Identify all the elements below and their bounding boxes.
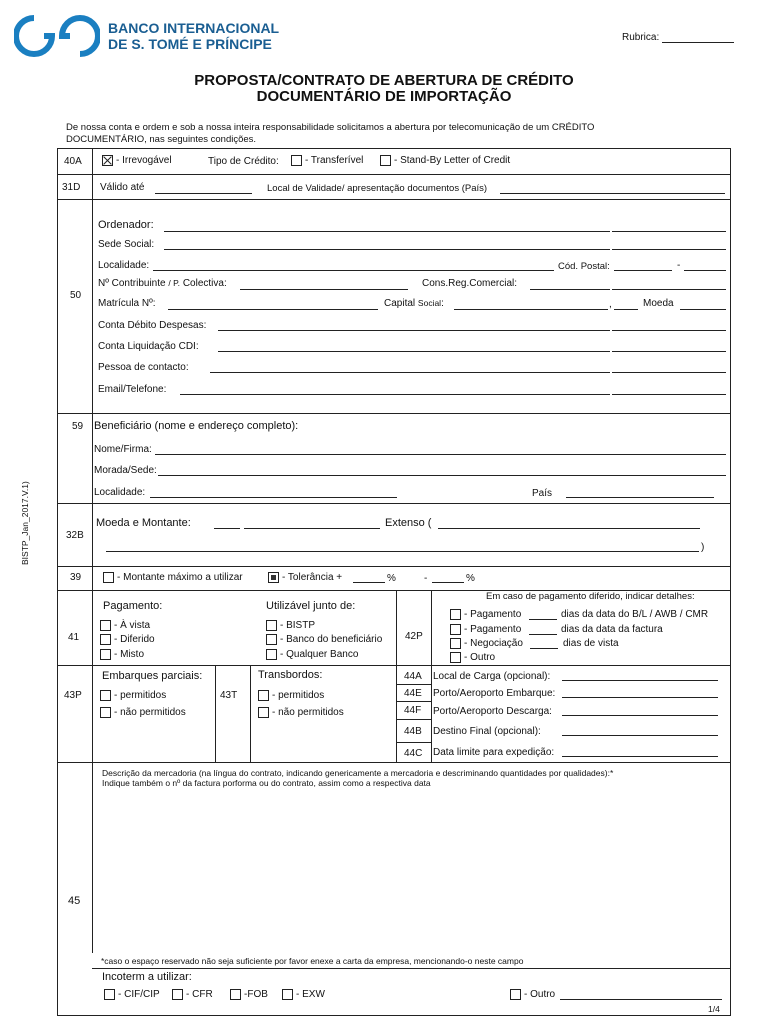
checkbox-icon — [100, 620, 111, 631]
contribuinte-field[interactable] — [240, 289, 408, 290]
bank-name: BANCO INTERNACIONAL DE S. TOMÉ E PRÍNCIPE — [108, 20, 280, 52]
moeda-montante-label: Moeda e Montante: — [96, 517, 191, 529]
checkbox-icon — [282, 989, 293, 1000]
checkbox-icon — [380, 155, 391, 166]
matricula-label: Matrícula Nº: — [98, 298, 156, 309]
cod-postal-label: Cód. Postal: — [558, 261, 610, 272]
nome-label: Nome/Firma: — [94, 444, 152, 455]
incoterm-outro-option[interactable]: - Outro — [510, 989, 555, 1000]
montante-field[interactable] — [244, 528, 380, 529]
local-carga-label: Local de Carga (opcional): — [433, 671, 551, 682]
descricao-textarea[interactable] — [100, 790, 720, 950]
checkbox-icon — [104, 989, 115, 1000]
checkbox-icon — [230, 989, 241, 1000]
porto-descarga-label: Porto/Aeroporto Descarga: — [433, 706, 552, 717]
page-number: 1/4 — [708, 1004, 720, 1014]
tolerancia-plus-field[interactable] — [353, 582, 385, 583]
tipo-credito-label: Tipo de Crédito: — [208, 156, 279, 167]
incoterm-exw-option[interactable]: - EXW — [282, 989, 325, 1000]
checkbox-icon — [100, 690, 111, 701]
conta-liq-label: Conta Liquidação CDI: — [98, 341, 199, 352]
code-40a: 40A — [64, 156, 82, 167]
incoterm-outro-field[interactable] — [560, 999, 722, 1000]
checkbox-icon — [510, 989, 521, 1000]
bistp-option[interactable]: - BISTP — [266, 620, 315, 631]
code-44e: 44E — [404, 688, 422, 699]
checkbox-icon — [266, 649, 277, 660]
checkbox-icon — [103, 572, 114, 583]
code-43t: 43T — [220, 690, 238, 701]
intro-text: De nossa conta e ordem e sob a nossa inteira responsabilidade solicitamos a abertura por telecomunicação de um CRÉDITO DOCUMENTÁRIO, nas seguintes condições. — [66, 122, 595, 145]
incoterm-cif-option[interactable]: - CIF/CIP — [104, 989, 160, 1000]
code-44c: 44C — [404, 748, 423, 759]
beneficiario-label: Beneficiário (nome e endereço completo): — [94, 420, 299, 432]
code-42p: 42P — [405, 631, 423, 642]
code-45: 45 — [68, 895, 81, 907]
moeda-field-32b[interactable] — [214, 528, 240, 529]
pagamento-factura-option[interactable]: - Pagamento — [450, 624, 521, 635]
destino-final-label: Destino Final (opcional): — [433, 726, 541, 737]
checkbox-icon — [172, 989, 183, 1000]
capital-label: Capital Social: — [384, 298, 444, 309]
sede-field[interactable] — [164, 249, 610, 250]
nome-field[interactable] — [155, 454, 726, 455]
conta-debito-label: Conta Débito Despesas: — [98, 320, 207, 331]
checkbox-icon — [291, 155, 302, 166]
bank-logo — [14, 14, 100, 58]
negociacao-option[interactable]: - Negociação — [450, 638, 523, 649]
email-field[interactable] — [180, 394, 610, 395]
morada-field[interactable] — [158, 475, 726, 476]
checkbox-icon — [100, 649, 111, 660]
local-carga-field[interactable] — [562, 680, 718, 681]
diferido-option[interactable]: - Diferido — [100, 634, 155, 645]
checkbox-icon — [266, 634, 277, 645]
outro-42p-option[interactable]: - Outro — [450, 652, 495, 663]
checkbox-filled-icon — [268, 572, 279, 583]
localidade-label: Localidade: — [98, 260, 150, 271]
valido-label: Válido até — [100, 182, 145, 193]
cod-postal-field[interactable] — [614, 270, 672, 271]
pessoa-field[interactable] — [210, 372, 610, 373]
moeda-field[interactable] — [680, 309, 726, 310]
checkbox-icon — [266, 620, 277, 631]
data-limite-field[interactable] — [562, 756, 718, 757]
irrevogavel-option[interactable]: - Irrevogável — [102, 155, 172, 166]
side-code: BISTP_Jan_2017.V.1) — [20, 481, 30, 565]
embarques-permitidos-option[interactable]: - permitidos — [100, 690, 166, 701]
transferivel-option[interactable]: - Transferível — [291, 155, 363, 166]
misto-option[interactable]: - Misto — [100, 649, 144, 660]
extenso-field[interactable] — [438, 528, 700, 529]
checkbox-checked-icon — [102, 155, 113, 166]
transbordos-permitidos-option[interactable]: - permitidos — [258, 690, 324, 701]
negociacao-field[interactable] — [530, 648, 558, 649]
cons-reg-field[interactable] — [530, 289, 610, 290]
valido-field[interactable] — [155, 193, 252, 194]
porto-descarga-field[interactable] — [562, 715, 718, 716]
porto-embarque-field[interactable] — [562, 697, 718, 698]
morada-label: Morada/Sede: — [94, 465, 157, 476]
extenso-label: Extenso ( — [385, 517, 432, 529]
embarques-nao-permitidos-option[interactable]: - não permitidos — [100, 707, 186, 718]
pagamento-factura-field[interactable] — [529, 634, 557, 635]
vista-option[interactable]: - À vista — [100, 620, 150, 631]
checkbox-icon — [450, 609, 461, 620]
pagamento-bl-field[interactable] — [529, 619, 557, 620]
montante-maximo-option[interactable]: - Montante máximo a utilizar — [103, 572, 243, 583]
code-44f: 44F — [404, 705, 422, 716]
ordenador-label: Ordenador: — [98, 219, 154, 231]
descricao-label: Descrição da mercadoria (na língua do contrato, indicando genericamente a mercadoria e descriminando quantidades por qualidades):* — [102, 768, 614, 778]
code-31d: 31D — [62, 182, 81, 193]
pais-label: País — [532, 488, 553, 499]
page-title: PROPOSTA/CONTRATO DE ABERTURA DE CRÉDITO — [194, 72, 574, 89]
standby-option[interactable]: - Stand-By Letter of Credit — [380, 155, 510, 166]
cons-reg-label: Cons.Reg.Comercial: — [422, 278, 518, 289]
incoterm-label: Incoterm a utilizar: — [102, 971, 192, 983]
ordenador-field[interactable] — [164, 231, 610, 232]
incoterm-fob-option[interactable]: -FOB — [230, 989, 268, 1000]
embarques-label: Embarques parciais: — [102, 670, 203, 682]
local-validade-label: Local de Validade/ apresentação documentos (País) — [267, 183, 488, 194]
contribuinte-label: Nº Contribuinte / P. Colectiva: — [98, 278, 227, 289]
pagamento-bl-option[interactable]: - Pagamento — [450, 609, 521, 620]
localidade-benef-label: Localidade: — [94, 487, 146, 498]
code-32b: 32B — [66, 530, 84, 541]
page-subtitle: DOCUMENTÁRIO DE IMPORTAÇÃO — [256, 88, 512, 105]
conta-liq-field[interactable] — [218, 351, 610, 352]
banco-benef-option[interactable]: - Banco do beneficiário — [266, 634, 382, 645]
qualquer-banco-option[interactable]: - Qualquer Banco — [266, 649, 358, 660]
diferido-detalhes-label: Em caso de pagamento diferido, indicar detalhes: — [486, 591, 695, 602]
descricao-sub-label: Indique também o nº da factura porforma ou do contrato, assim como a respectiva data — [102, 778, 431, 788]
code-43p: 43P — [64, 690, 82, 701]
destino-final-field[interactable] — [562, 735, 718, 736]
moeda-label: Moeda — [643, 298, 674, 309]
code-39: 39 — [70, 572, 82, 583]
localidade-field[interactable] — [153, 270, 554, 271]
checkbox-icon — [450, 652, 461, 663]
transbordos-nao-permitidos-option[interactable]: - não permitidos — [258, 707, 344, 718]
utilizavel-label: Utilizável junto de: — [266, 600, 356, 612]
rubrica-field[interactable] — [662, 42, 734, 43]
email-label: Email/Telefone: — [98, 384, 167, 395]
conta-debito-field[interactable] — [218, 330, 610, 331]
incoterm-cfr-option[interactable]: - CFR — [172, 989, 213, 1000]
code-59: 59 — [72, 421, 84, 432]
localidade-benef-field[interactable] — [150, 497, 397, 498]
checkbox-icon — [450, 638, 461, 649]
tolerancia-minus-field[interactable] — [432, 582, 464, 583]
matricula-field[interactable] — [168, 309, 378, 310]
rubrica-label: Rubrica: — [622, 32, 660, 43]
checkbox-icon — [258, 707, 269, 718]
checkbox-icon — [100, 634, 111, 645]
nota-label: *caso o espaço reservado não seja suficiente por favor enexe a carta da empresa, mencionando-o neste campo — [101, 956, 524, 966]
capital-field[interactable] — [454, 309, 608, 310]
code-50: 50 — [70, 290, 82, 301]
checkbox-icon — [450, 624, 461, 635]
checkbox-icon — [258, 690, 269, 701]
code-41: 41 — [68, 632, 80, 643]
porto-embarque-label: Porto/Aeroporto Embarque: — [433, 688, 556, 699]
sede-label: Sede Social: — [98, 239, 155, 250]
pagamento-label: Pagamento: — [103, 600, 163, 612]
checkbox-icon — [100, 707, 111, 718]
code-44a: 44A — [404, 671, 422, 682]
pessoa-label: Pessoa de contacto: — [98, 362, 189, 373]
code-44b: 44B — [404, 726, 422, 737]
transbordos-label: Transbordos: — [258, 669, 323, 681]
tolerancia-option[interactable]: - Tolerância + — [268, 572, 342, 583]
local-validade-field[interactable] — [500, 193, 725, 194]
data-limite-label: Data limite para expedição: — [433, 747, 555, 758]
pais-field[interactable] — [566, 497, 714, 498]
